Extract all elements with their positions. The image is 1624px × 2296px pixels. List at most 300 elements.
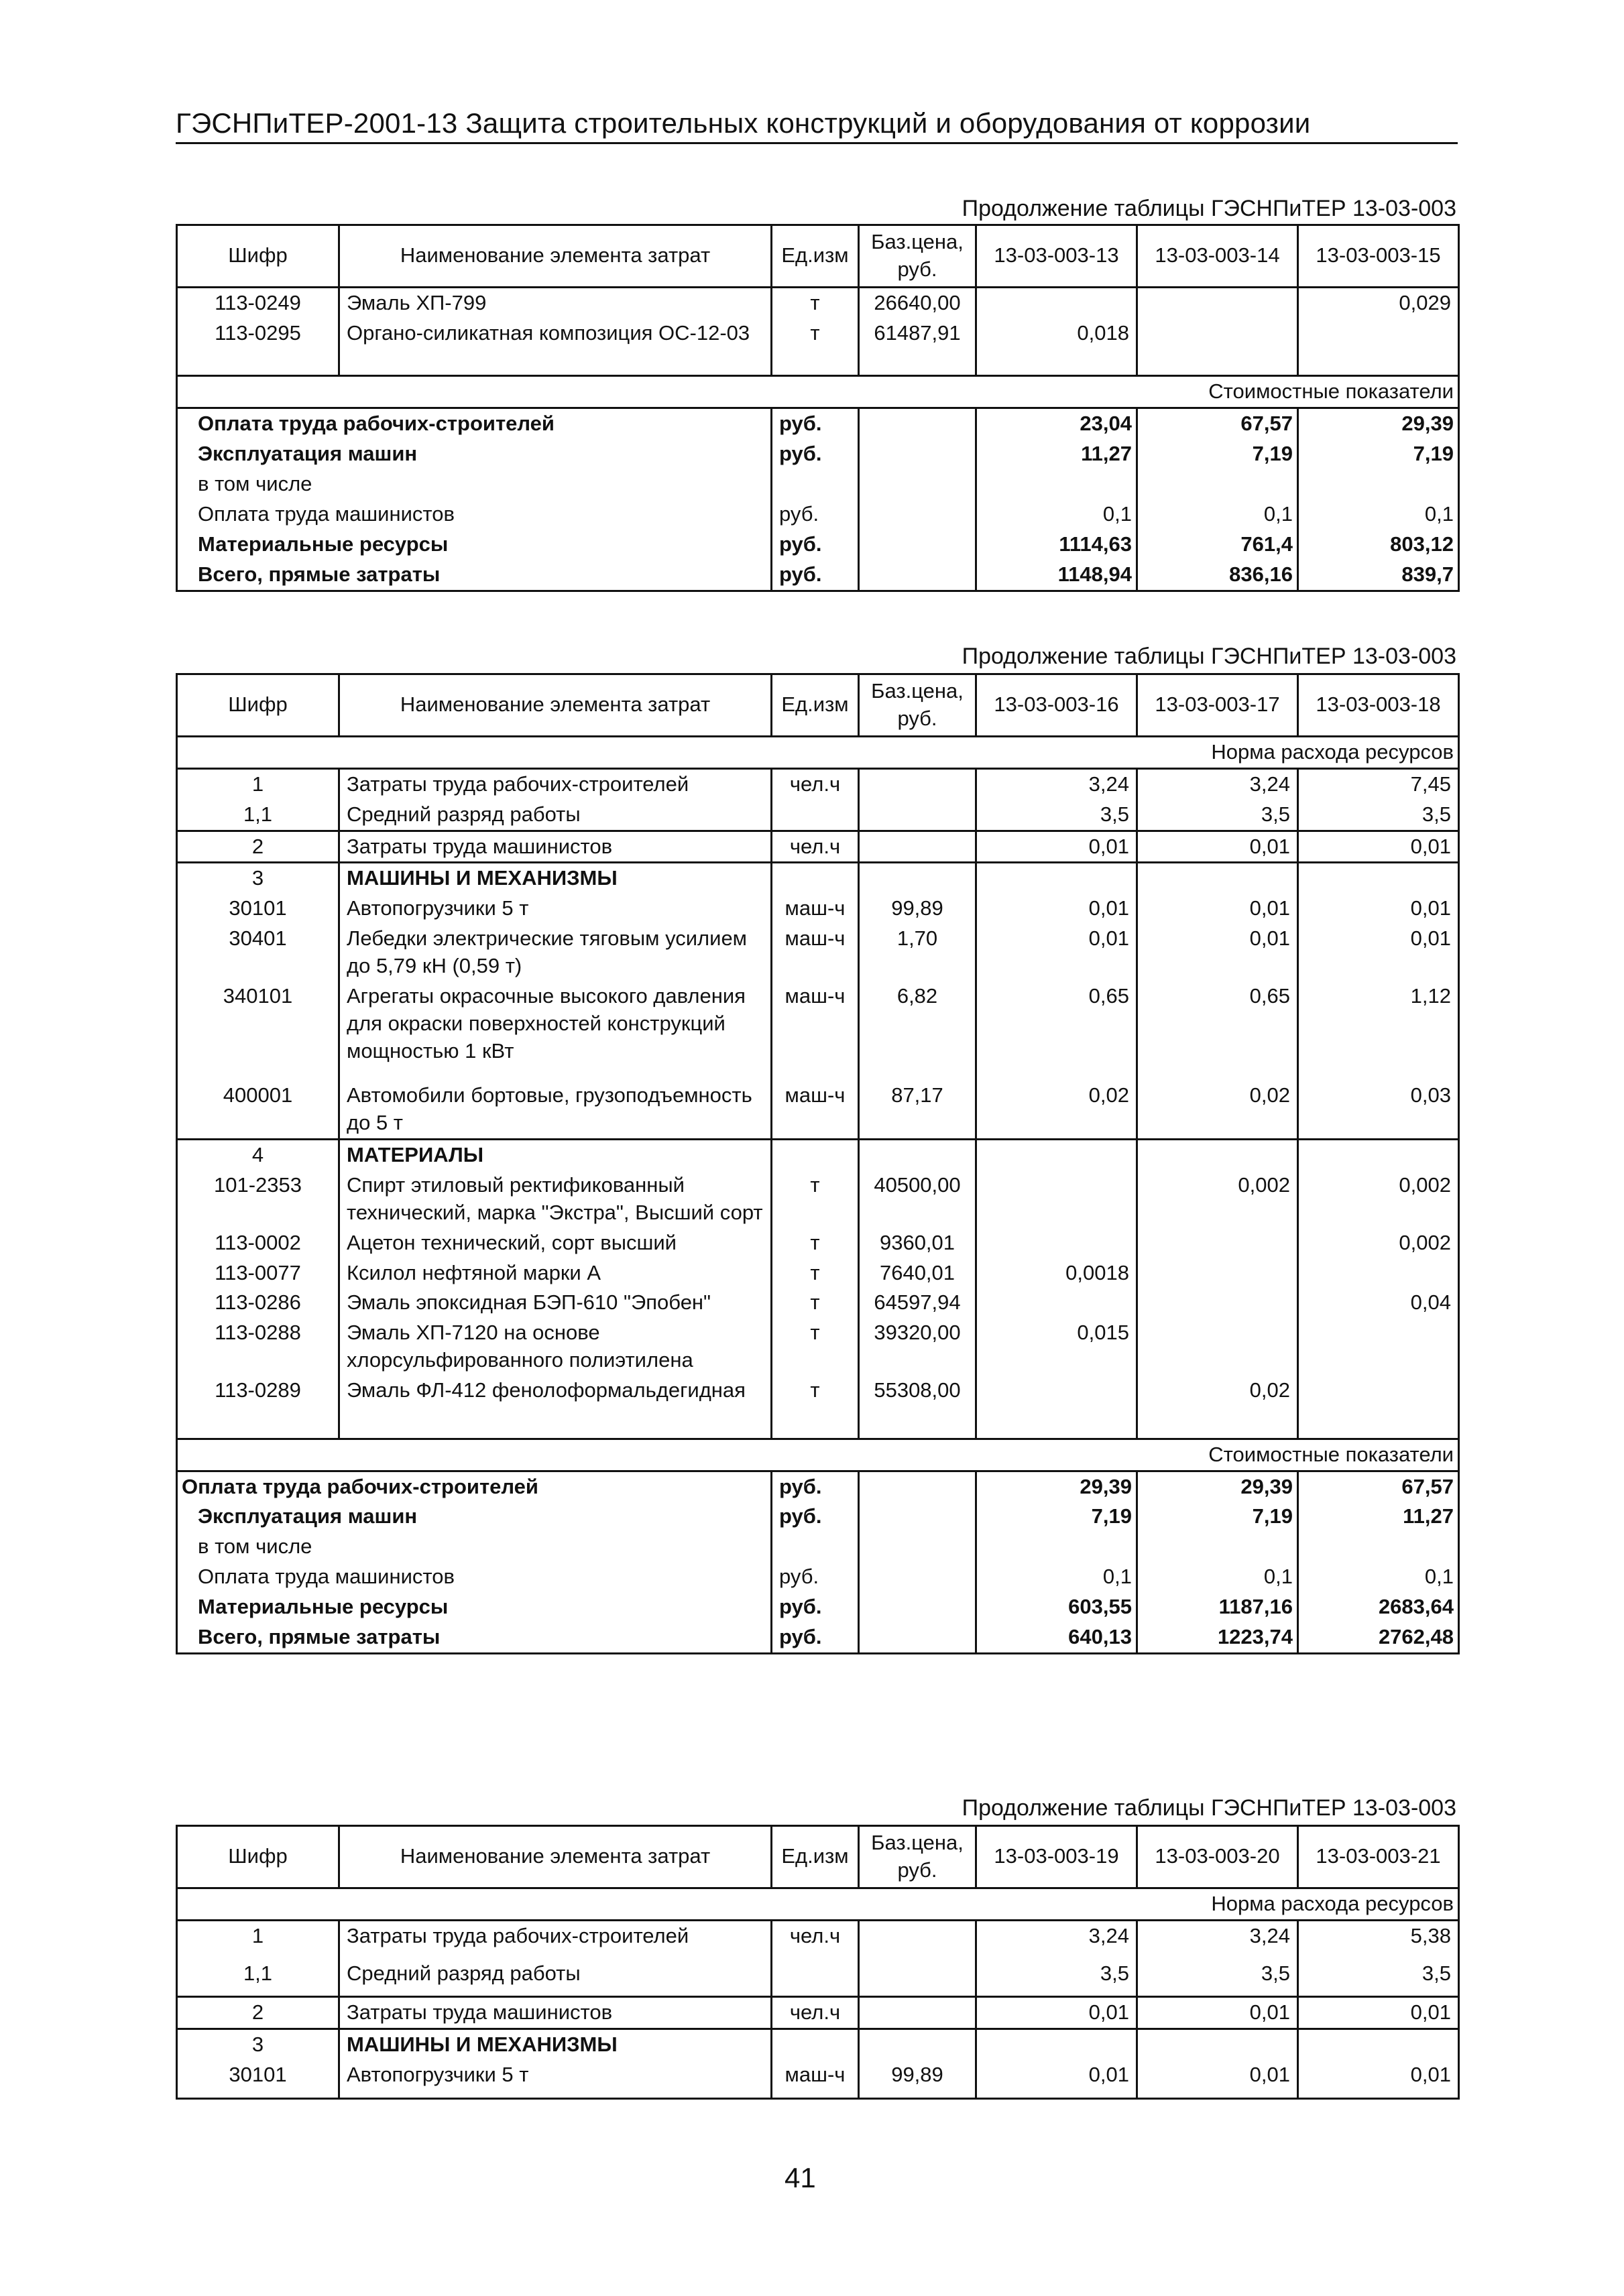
cost-unit: руб. (772, 499, 859, 530)
cost-label: Оплата труда машинистов (177, 499, 772, 530)
row-value-1: 3,24 (976, 1920, 1137, 1959)
row-name: Спирт этиловый ректификованный технический, марка "Экстра", Высший сорт (339, 1170, 772, 1228)
row-price (859, 1959, 976, 1996)
row-value-3: 0,002 (1298, 1170, 1459, 1228)
row-unit: т (772, 1376, 859, 1439)
cost-value-1: 603,55 (976, 1592, 1137, 1622)
cost-value-3 (1298, 469, 1459, 499)
header-unit: Ед.изм (772, 225, 859, 288)
header-price: Баз.цена, руб. (859, 1826, 976, 1888)
row-value-3: 0,01 (1298, 894, 1459, 924)
row-value-2 (1137, 2029, 1298, 2059)
row-price: 99,89 (859, 894, 976, 924)
row-value-2 (1137, 1258, 1298, 1288)
row-name: Эмаль эпоксидная БЭП-610 "Эпобен" (339, 1288, 772, 1318)
header-code: Шифр (177, 674, 339, 737)
cost-price-empty (859, 560, 976, 591)
table-row (177, 831, 1459, 863)
row-code: 30101 (177, 894, 339, 924)
row-value-2: 3,5 (1137, 800, 1298, 831)
row-value-1 (976, 863, 1137, 894)
cost-unit: руб. (772, 1622, 859, 1653)
table-row (177, 924, 1459, 981)
cost-value-2: 0,1 (1137, 499, 1298, 530)
row-name: Ксилол нефтяной марки А (339, 1258, 772, 1288)
header-code: Шифр (177, 225, 339, 288)
row-value-3: 0,03 (1298, 1081, 1459, 1139)
row-value-2: 0,01 (1137, 894, 1298, 924)
table-row (177, 894, 1459, 924)
cost-price-empty (859, 469, 976, 499)
cost-label: Оплата труда рабочих-строителей (177, 408, 772, 439)
norm-band-label: Норма расхода ресурсов (177, 1888, 1459, 1920)
cost-label: Всего, прямые затраты (177, 1622, 772, 1653)
cost-row (177, 1502, 1459, 1532)
header-col2: 13-03-003-17 (1137, 674, 1298, 737)
row-value-1: 0,01 (976, 2060, 1137, 2099)
row-value-3: 1,12 (1298, 981, 1459, 1081)
row-unit: т (772, 1288, 859, 1318)
row-unit: т (772, 1258, 859, 1288)
cost-price-empty (859, 1592, 976, 1622)
cost-price-empty (859, 1532, 976, 1562)
row-value-1 (976, 287, 1137, 318)
row-value-1: 3,24 (976, 768, 1137, 799)
row-name: Средний разряд работы (339, 800, 772, 831)
table-caption: Продолжение таблицы ГЭСНПиТЕР 13-03-003 (962, 196, 1456, 221)
row-unit (772, 1959, 859, 1996)
cost-unit: руб. (772, 560, 859, 591)
row-value-2: 0,01 (1137, 1996, 1298, 2029)
row-value-1 (976, 1288, 1137, 1318)
row-price: 26640,00 (859, 287, 976, 318)
row-unit (772, 800, 859, 831)
table-row (177, 1996, 1459, 2029)
row-unit (772, 2029, 859, 2059)
table-row (177, 1081, 1459, 1139)
header-col3: 13-03-003-15 (1298, 225, 1459, 288)
cost-label: в том числе (177, 1532, 772, 1562)
cost-price-empty (859, 408, 976, 439)
row-price (859, 1996, 976, 2029)
cost-label: Оплата труда машинистов (177, 1562, 772, 1592)
header-col3: 13-03-003-18 (1298, 674, 1459, 737)
cost-band-row (177, 376, 1459, 408)
cost-label: Эксплуатация машин (177, 439, 772, 469)
cost-unit: руб. (772, 439, 859, 469)
row-value-3: 5,38 (1298, 1920, 1459, 1959)
cost-row (177, 499, 1459, 530)
row-code: 340101 (177, 981, 339, 1081)
table-row (177, 1376, 1459, 1439)
row-price: 99,89 (859, 2060, 976, 2099)
cost-value-3: 11,27 (1298, 1502, 1459, 1532)
row-name: Средний разряд работы (339, 1959, 772, 1996)
row-value-1: 3,5 (976, 1959, 1137, 1996)
row-price (859, 831, 976, 863)
norm-band-row (177, 1888, 1459, 1920)
cost-value-1: 0,1 (976, 1562, 1137, 1592)
row-value-2 (1137, 1318, 1298, 1376)
header-name: Наименование элемента затрат (339, 674, 772, 737)
header-col1: 13-03-003-19 (976, 1826, 1137, 1888)
cost-row (177, 1471, 1459, 1502)
cost-unit: руб. (772, 1471, 859, 1502)
row-unit: чел.ч (772, 831, 859, 863)
cost-value-2: 7,19 (1137, 439, 1298, 469)
cost-value-3: 67,57 (1298, 1471, 1459, 1502)
row-name: Лебедки электрические тяговым усилием до 5,79 кН (0,59 т) (339, 924, 772, 981)
row-value-3: 0,01 (1298, 2060, 1459, 2099)
row-unit: чел.ч (772, 1920, 859, 1959)
row-value-2 (1137, 287, 1298, 318)
table-row (177, 2060, 1459, 2099)
row-value-2 (1137, 318, 1298, 376)
row-value-2: 3,24 (1137, 1920, 1298, 1959)
row-value-2: 0,01 (1137, 924, 1298, 981)
row-name: Затраты труда машинистов (339, 831, 772, 863)
cost-label: Материальные ресурсы (177, 1592, 772, 1622)
row-price: 6,82 (859, 981, 976, 1081)
cost-value-1: 23,04 (976, 408, 1137, 439)
norm-band-row (177, 736, 1459, 768)
row-value-3: 0,002 (1298, 1228, 1459, 1258)
resource-table-3 (176, 1825, 1460, 2100)
row-unit: маш-ч (772, 981, 859, 1081)
row-code: 30401 (177, 924, 339, 981)
cost-price-empty (859, 1502, 976, 1532)
row-price: 87,17 (859, 1081, 976, 1139)
resource-table-1 (176, 224, 1460, 592)
row-price: 39320,00 (859, 1318, 976, 1376)
row-code: 2 (177, 831, 339, 863)
cost-value-1: 0,1 (976, 499, 1137, 530)
row-unit: т (772, 1228, 859, 1258)
row-value-2: 3,24 (1137, 768, 1298, 799)
row-value-1: 0,02 (976, 1081, 1137, 1139)
cost-value-1: 640,13 (976, 1622, 1137, 1653)
cost-value-3: 0,1 (1298, 499, 1459, 530)
cost-value-1: 7,19 (976, 1502, 1137, 1532)
cost-price-empty (859, 499, 976, 530)
row-unit: чел.ч (772, 768, 859, 799)
cost-row (177, 1592, 1459, 1622)
row-unit: т (772, 1318, 859, 1376)
row-value-1 (976, 1139, 1137, 1170)
cost-value-1: 11,27 (976, 439, 1137, 469)
row-code: 1 (177, 1920, 339, 1959)
cost-unit: руб. (772, 1592, 859, 1622)
header-col1: 13-03-003-16 (976, 674, 1137, 737)
row-value-1: 0,015 (976, 1318, 1137, 1376)
cost-row (177, 1532, 1459, 1562)
row-unit (772, 863, 859, 894)
row-value-3: 0,01 (1298, 924, 1459, 981)
section-title: МАШИНЫ И МЕХАНИЗМЫ (339, 2029, 772, 2059)
header-col1: 13-03-003-13 (976, 225, 1137, 288)
row-value-3 (1298, 1318, 1459, 1376)
cost-value-2: 67,57 (1137, 408, 1298, 439)
row-price: 9360,01 (859, 1228, 976, 1258)
row-value-3 (1298, 2029, 1459, 2059)
table-row (177, 1959, 1459, 1996)
row-value-1 (976, 1376, 1137, 1439)
section-title: МАТЕРИАЛЫ (339, 1139, 772, 1170)
table-caption: Продолжение таблицы ГЭСНПиТЕР 13-03-003 (962, 644, 1456, 669)
section-row (177, 1139, 1459, 1170)
row-price (859, 800, 976, 831)
row-value-3: 7,45 (1298, 768, 1459, 799)
table-row (177, 800, 1459, 831)
table-header-row (177, 225, 1459, 288)
row-value-1 (976, 1170, 1137, 1228)
table-header-row (177, 674, 1459, 737)
cost-unit: руб. (772, 408, 859, 439)
cost-value-2 (1137, 469, 1298, 499)
table-row (177, 318, 1459, 376)
row-name: Автопогрузчики 5 т (339, 2060, 772, 2099)
cost-price-empty (859, 1562, 976, 1592)
cost-label: Материальные ресурсы (177, 530, 772, 560)
row-price: 40500,00 (859, 1170, 976, 1228)
row-value-1 (976, 2029, 1137, 2059)
row-code: 113-0289 (177, 1376, 339, 1439)
header-price: Баз.цена, руб. (859, 225, 976, 288)
cost-row (177, 1622, 1459, 1653)
row-value-3: 0,029 (1298, 287, 1459, 318)
cost-unit: руб. (772, 1562, 859, 1592)
cost-label: Всего, прямые затраты (177, 560, 772, 591)
row-price (859, 2029, 976, 2059)
row-value-1: 0,01 (976, 894, 1137, 924)
cost-value-3: 7,19 (1298, 439, 1459, 469)
row-value-2 (1137, 1139, 1298, 1170)
row-value-2 (1137, 863, 1298, 894)
cost-value-2: 1187,16 (1137, 1592, 1298, 1622)
cost-value-2: 7,19 (1137, 1502, 1298, 1532)
row-value-3: 0,01 (1298, 831, 1459, 863)
row-value-1 (976, 1228, 1137, 1258)
row-value-3: 3,5 (1298, 800, 1459, 831)
row-price: 64597,94 (859, 1288, 976, 1318)
row-price: 55308,00 (859, 1376, 976, 1439)
cost-value-2: 0,1 (1137, 1562, 1298, 1592)
cost-value-3: 29,39 (1298, 408, 1459, 439)
header-name: Наименование элемента затрат (339, 1826, 772, 1888)
row-price (859, 768, 976, 799)
row-value-2 (1137, 1228, 1298, 1258)
table-row (177, 1228, 1459, 1258)
header-col3: 13-03-003-21 (1298, 1826, 1459, 1888)
row-value-2: 0,02 (1137, 1376, 1298, 1439)
header-unit: Ед.изм (772, 674, 859, 737)
row-value-3 (1298, 1139, 1459, 1170)
row-name: Эмаль ХП-799 (339, 287, 772, 318)
cost-band-label: Стоимостные показатели (177, 376, 1459, 408)
header-unit: Ед.изм (772, 1826, 859, 1888)
cost-value-3: 2683,64 (1298, 1592, 1459, 1622)
row-name: Эмаль ХП-7120 на основе хлорсульфированного полиэтилена (339, 1318, 772, 1376)
cost-unit: руб. (772, 1502, 859, 1532)
row-unit: чел.ч (772, 1996, 859, 2029)
row-code: 113-0295 (177, 318, 339, 376)
row-code: 1,1 (177, 800, 339, 831)
cost-value-1: 29,39 (976, 1471, 1137, 1502)
cost-label: в том числе (177, 469, 772, 499)
cost-row (177, 469, 1459, 499)
cost-label: Оплата труда рабочих-строителей (177, 1471, 772, 1502)
table-row (177, 1318, 1459, 1376)
cost-band-row (177, 1439, 1459, 1471)
header-price: Баз.цена, руб. (859, 674, 976, 737)
cost-value-1: 1114,63 (976, 530, 1137, 560)
cost-row (177, 560, 1459, 591)
row-code: 3 (177, 863, 339, 894)
row-value-3: 0,01 (1298, 1996, 1459, 2029)
cost-value-3 (1298, 1532, 1459, 1562)
row-code: 4 (177, 1139, 339, 1170)
row-code: 113-0077 (177, 1258, 339, 1288)
cost-row (177, 1562, 1459, 1592)
row-unit (772, 1139, 859, 1170)
row-code: 1,1 (177, 1959, 339, 1996)
table-row (177, 768, 1459, 799)
cost-value-2: 1223,74 (1137, 1622, 1298, 1653)
table-row (177, 1288, 1459, 1318)
row-value-3 (1298, 318, 1459, 376)
cost-label: Эксплуатация машин (177, 1502, 772, 1532)
row-code: 101-2353 (177, 1170, 339, 1228)
row-value-1: 3,5 (976, 800, 1137, 831)
row-unit: маш-ч (772, 2060, 859, 2099)
row-value-2: 0,65 (1137, 981, 1298, 1081)
row-name: Агрегаты окрасочные высокого давления для окраски поверхностей конструкций мощностью 1 кВт (339, 981, 772, 1081)
norm-band-label: Норма расхода ресурсов (177, 736, 1459, 768)
row-name: Автопогрузчики 5 т (339, 894, 772, 924)
row-value-3 (1298, 1376, 1459, 1439)
table-row (177, 1920, 1459, 1959)
cost-row (177, 530, 1459, 560)
cost-unit (772, 469, 859, 499)
resource-table-2 (176, 673, 1460, 1654)
row-value-2 (1137, 1288, 1298, 1318)
cost-value-3: 839,7 (1298, 560, 1459, 591)
row-name: Ацетон технический, сорт высший (339, 1228, 772, 1258)
cost-value-2: 836,16 (1137, 560, 1298, 591)
header-col2: 13-03-003-20 (1137, 1826, 1298, 1888)
row-code: 2 (177, 1996, 339, 2029)
page-number: 41 (785, 2162, 816, 2193)
row-value-1: 0,01 (976, 1996, 1137, 2029)
row-unit: т (772, 318, 859, 376)
row-value-1: 0,018 (976, 318, 1137, 376)
cost-unit: руб. (772, 530, 859, 560)
row-price (859, 1139, 976, 1170)
cost-value-3: 803,12 (1298, 530, 1459, 560)
header-code: Шифр (177, 1826, 339, 1888)
cost-value-3: 0,1 (1298, 1562, 1459, 1592)
row-value-3 (1298, 863, 1459, 894)
header-name: Наименование элемента затрат (339, 225, 772, 288)
cost-value-2 (1137, 1532, 1298, 1562)
row-value-2: 3,5 (1137, 1959, 1298, 1996)
row-code: 30101 (177, 2060, 339, 2099)
header-rule (176, 142, 1458, 144)
row-price: 1,70 (859, 924, 976, 981)
cost-value-3: 2762,48 (1298, 1622, 1459, 1653)
row-unit: маш-ч (772, 1081, 859, 1139)
row-unit: маш-ч (772, 924, 859, 981)
row-value-3 (1298, 1258, 1459, 1288)
row-name: Эмаль ФЛ-412 фенолоформальдегидная (339, 1376, 772, 1439)
cost-price-empty (859, 1471, 976, 1502)
row-code: 3 (177, 2029, 339, 2059)
cost-price-empty (859, 439, 976, 469)
row-code: 1 (177, 768, 339, 799)
cost-value-1 (976, 469, 1137, 499)
row-unit: маш-ч (772, 894, 859, 924)
page-header: ГЭСНПиТЕР-2001-13 Защита строительных конструкций и оборудования от коррозии (176, 107, 1311, 139)
row-value-2: 0,01 (1137, 831, 1298, 863)
row-value-2: 0,01 (1137, 2060, 1298, 2099)
row-name: Затраты труда рабочих-строителей (339, 1920, 772, 1959)
cost-row (177, 439, 1459, 469)
cost-value-2: 29,39 (1137, 1471, 1298, 1502)
row-price (859, 1920, 976, 1959)
row-value-2: 0,02 (1137, 1081, 1298, 1139)
row-price (859, 863, 976, 894)
row-code: 113-0002 (177, 1228, 339, 1258)
cost-row (177, 408, 1459, 439)
row-code: 113-0288 (177, 1318, 339, 1376)
row-value-3: 3,5 (1298, 1959, 1459, 1996)
table-row (177, 1170, 1459, 1228)
row-name: Затраты труда машинистов (339, 1996, 772, 2029)
table-row (177, 287, 1459, 318)
row-unit: т (772, 1170, 859, 1228)
row-name: Автомобили бортовые, грузоподъемность до 5 т (339, 1081, 772, 1139)
table-row (177, 1258, 1459, 1288)
section-row (177, 863, 1459, 894)
row-unit: т (772, 287, 859, 318)
table-caption: Продолжение таблицы ГЭСНПиТЕР 13-03-003 (962, 1795, 1456, 1821)
cost-band-label: Стоимостные показатели (177, 1439, 1459, 1471)
header-col2: 13-03-003-14 (1137, 225, 1298, 288)
row-name: Затраты труда рабочих-строителей (339, 768, 772, 799)
cost-value-1 (976, 1532, 1137, 1562)
cost-price-empty (859, 530, 976, 560)
row-value-1: 0,01 (976, 831, 1137, 863)
row-value-1: 0,65 (976, 981, 1137, 1081)
row-name: Органо-силикатная композиция ОС-12-03 (339, 318, 772, 376)
cost-price-empty (859, 1622, 976, 1653)
cost-value-2: 761,4 (1137, 530, 1298, 560)
row-code: 113-0249 (177, 287, 339, 318)
row-value-1: 0,01 (976, 924, 1137, 981)
table-row (177, 981, 1459, 1081)
cost-unit (772, 1532, 859, 1562)
row-code: 113-0286 (177, 1288, 339, 1318)
table-header-row (177, 1826, 1459, 1888)
row-value-1: 0,0018 (976, 1258, 1137, 1288)
section-title: МАШИНЫ И МЕХАНИЗМЫ (339, 863, 772, 894)
cost-value-1: 1148,94 (976, 560, 1137, 591)
row-price: 7640,01 (859, 1258, 976, 1288)
row-value-3: 0,04 (1298, 1288, 1459, 1318)
row-price: 61487,91 (859, 318, 976, 376)
row-code: 400001 (177, 1081, 339, 1139)
row-value-2: 0,002 (1137, 1170, 1298, 1228)
